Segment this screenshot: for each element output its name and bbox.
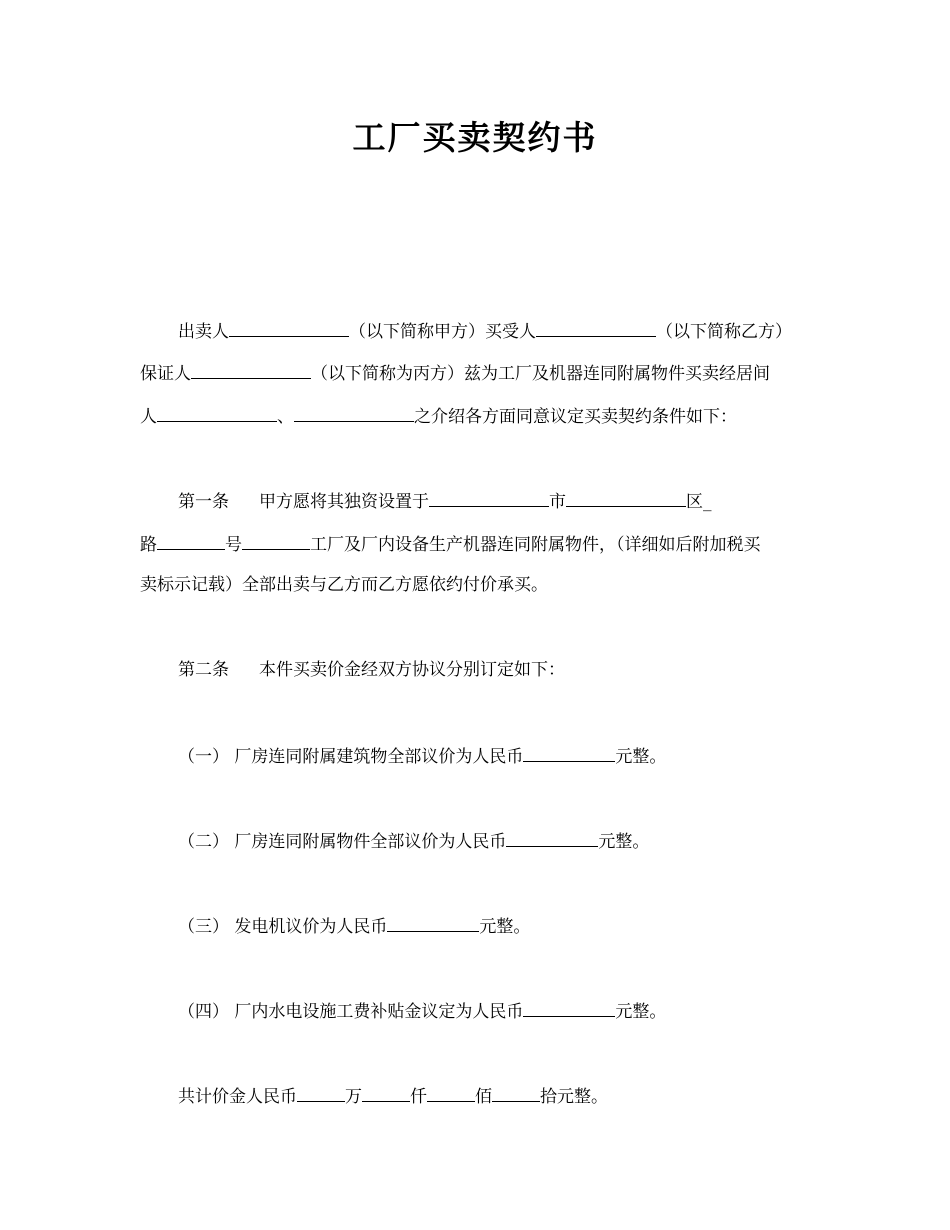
article-2-line (178, 658, 565, 682)
total-price-line (178, 1083, 608, 1109)
document-title: 工厂买卖契约书 (352, 118, 598, 157)
preamble-line-2 (140, 360, 770, 386)
price-item-3 (178, 913, 530, 939)
broker-label: 人 (140, 407, 157, 427)
number-blank[interactable] (242, 531, 310, 550)
city-label: 市 (549, 492, 566, 512)
article-1-text-2: 工厂及厂内设备生产机器连同附属物件，（详细如后附加税买 (310, 535, 761, 555)
buyer-blank[interactable] (536, 318, 656, 337)
price-blank-4[interactable] (523, 998, 615, 1017)
item-text: 厂房连同附属建筑物全部议价为人民币 (234, 747, 524, 767)
road-blank[interactable] (157, 531, 225, 550)
separator: 、 (277, 407, 294, 427)
seller-blank[interactable] (229, 318, 349, 337)
price-blank-3[interactable] (387, 913, 479, 932)
preamble-text: （以下简称为丙方）兹为工厂及机器连同附属物件买卖经居间 (311, 364, 770, 384)
buyer-label: （以下简称甲方）买受人 (349, 322, 536, 342)
item-number: （四） (178, 1002, 229, 1022)
item-suffix: 元整。 (615, 747, 667, 767)
article-1-line-1 (178, 488, 712, 514)
total-label: 共计价金人民币 (178, 1087, 297, 1107)
shi-label: 拾元整。 (540, 1087, 608, 1107)
bai-blank[interactable] (427, 1083, 475, 1102)
shi-blank[interactable] (492, 1083, 540, 1102)
article-1-label: 第一条 (178, 492, 229, 512)
price-blank-1[interactable] (523, 743, 615, 762)
price-blank-2[interactable] (506, 828, 598, 847)
article-2-label: 第二条 (178, 660, 229, 680)
price-item-1 (178, 743, 666, 769)
article-1-line-3: 卖标示记载）全部出卖与乙方而乙方愿依约付价承买。 (140, 575, 548, 595)
broker-blank-1[interactable] (157, 403, 277, 422)
number-label: 号 (225, 535, 242, 555)
bai-label: 佰 (475, 1087, 492, 1107)
item-number: （三） (178, 917, 229, 937)
district-blank[interactable] (566, 488, 686, 507)
item-text: 厂内水电设施工费补贴金议定为人民币 (234, 1002, 524, 1022)
price-item-4 (178, 998, 666, 1024)
article-1-text: 甲方愿将其独资设置于 (259, 492, 429, 512)
guarantor-blank[interactable] (191, 360, 311, 379)
seller-label: 出卖人 (178, 322, 229, 342)
guarantor-label: 保证人 (140, 364, 191, 384)
city-blank[interactable] (429, 488, 549, 507)
preamble-line-1 (178, 318, 792, 344)
wan-blank[interactable] (297, 1083, 345, 1102)
party-b-note: （以下简称乙方） (656, 322, 792, 342)
preamble-line-3 (140, 403, 737, 429)
item-suffix: 元整。 (598, 832, 650, 852)
item-suffix: 元整。 (615, 1002, 667, 1022)
item-suffix: 元整。 (479, 917, 531, 937)
item-number: （二） (178, 832, 229, 852)
district-label: 区_ (686, 492, 712, 512)
road-label: 路 (140, 535, 157, 555)
price-item-2 (178, 828, 649, 854)
wan-label: 万 (345, 1087, 362, 1107)
item-text: 发电机议价为人民币 (234, 917, 388, 937)
preamble-end: 之介绍各方面同意议定买卖契约条件如下： (414, 407, 737, 427)
qian-label: 仟 (410, 1087, 427, 1107)
article-1-line-2 (140, 531, 761, 557)
article-2-text: 本件买卖价金经双方协议分别订定如下： (259, 660, 565, 680)
broker-blank-2[interactable] (294, 403, 414, 422)
item-number: （一） (178, 747, 229, 767)
item-text: 厂房连同附属物件全部议价为人民币 (234, 832, 507, 852)
qian-blank[interactable] (362, 1083, 410, 1102)
